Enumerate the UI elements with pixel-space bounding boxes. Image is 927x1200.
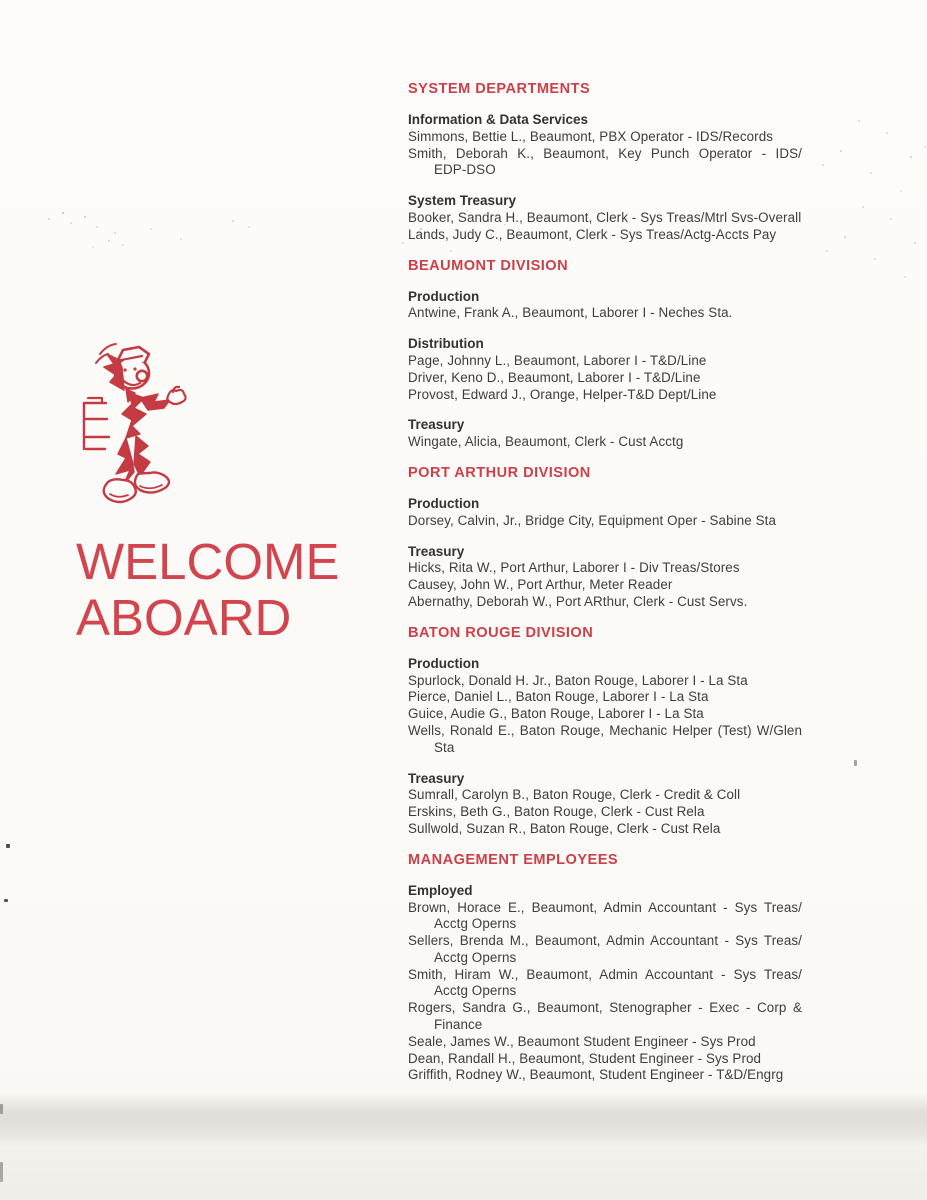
employee-entry: Brown, Horace E., Beaumont, Admin Accountant - Sys Treas/​Acctg Operns: [408, 899, 802, 932]
employee-entry: Causey, John W., Port Arthur, Meter Reader: [408, 577, 673, 593]
employee-entry: Smith, Hiram W., Beaumont, Admin Accountant - Sys Treas/​Acctg Operns: [408, 966, 802, 999]
scan-speckles-right-2: [844, 236, 846, 238]
employee-entry: Abernathy, Deborah W., Port ARthur, Clerk - Cust Servs.: [408, 593, 748, 609]
employee-entry: Page, Johnny L., Beaumont, Laborer I - T&D/Line: [408, 352, 707, 368]
employee-entry: Sullwold, Suzan R., Baton Rouge, Clerk - Cust Rela: [408, 820, 721, 836]
welcome-line-2: ABOARD: [76, 589, 292, 646]
group-label: Treasury: [408, 417, 465, 433]
group-label: Treasury: [408, 543, 465, 559]
section-heading: MANAGEMENT EMPLOYEES: [408, 851, 619, 868]
group-system-treasury: [408, 193, 802, 243]
group-treasury: [408, 544, 802, 611]
employee-entry: Erskins, Beth G., Baton Rouge, Clerk - Cust Rela: [408, 804, 705, 820]
employee-entry: Sumrall, Carolyn B., Baton Rouge, Clerk - Credit & Coll: [408, 787, 741, 803]
employee-entry: Hicks, Rita W., Port Arthur, Laborer I - Div Treas/Stores: [408, 560, 740, 576]
welcome-line-1: WELCOME: [76, 533, 340, 590]
group-label: Production: [408, 288, 480, 304]
scan-bottom-shade: [0, 1150, 927, 1200]
electric-mascot-icon: [72, 340, 196, 522]
employee-entry: Wingate, Alicia, Beaumont, Clerk - Cust Acctg: [408, 434, 684, 450]
employee-entry: Pierce, Daniel L., Baton Rouge, Laborer I - La Sta: [408, 689, 709, 705]
scan-speckles-mid: [420, 228, 422, 230]
employee-entry: Lands, Judy C., Beaumont, Clerk - Sys Treas/Actg-⁠Accts Pay: [408, 226, 777, 242]
section-heading: BATON ROUGE DIVISION: [408, 624, 594, 641]
employee-entry: Dorsey, Calvin, Jr., Bridge City, Equipment Oper - Sabine Sta: [408, 512, 777, 528]
employee-entry: Booker, Sandra H., Beaumont, Clerk - Sys Treas/Mtrl Svs-​Overall: [408, 209, 802, 225]
group-information-data-services: [408, 112, 802, 179]
group-label: Information & Data Services: [408, 112, 589, 127]
scan-speckles-left: [62, 212, 64, 214]
scan-shadow-band: [0, 1092, 927, 1152]
employee-entry: Rogers, Sandra G., Beaumont, Stenographer - Exec - Corp & Finance: [408, 1000, 802, 1033]
group-distribution: [408, 336, 802, 403]
edge-dot: [6, 844, 10, 848]
employee-entry: Provost, Edward J., Orange, Helper-T&D Dept/Line: [408, 386, 717, 402]
employee-entry: Spurlock, Donald H. Jr., Baton Rouge, Laborer I - La Sta: [408, 672, 748, 688]
group-production: [408, 656, 802, 757]
employee-entry: Seale, James W., Beaumont Student Engineer - Sys Prod: [408, 1033, 756, 1049]
employee-entry: Griffith, Rodney W., Beaumont, Student Engineer - T&D/​Engrg: [408, 1067, 784, 1083]
employee-entry: Simmons, Bettie L., Beaumont, PBX Operator - IDS/Records: [408, 128, 774, 144]
welcome-headline: [76, 534, 340, 646]
section-management-employees: [408, 851, 802, 1085]
section-heading: PORT ARTHUR DIVISION: [408, 464, 591, 481]
employee-entry: Sellers, Brenda M., Beaumont, Admin Accountant - Sys Treas/​Acctg Operns: [408, 933, 802, 965]
employee-entry: Dean, Randall H., Beaumont, Student Engineer - Sys Prod: [408, 1050, 762, 1066]
section-system-departments: [408, 80, 802, 244]
group-label: Treasury: [408, 770, 465, 786]
group-treasury: [408, 771, 802, 838]
employee-entry: Antwine, Frank A., Beaumont, Laborer I - Neches Sta.: [408, 305, 733, 321]
employee-entry: Wells, Ronald E., Baton Rouge, Mechanic Helper (Test) W/Glen Sta: [408, 722, 802, 755]
group-employed: [408, 883, 802, 1085]
section-port-arthur-division: [408, 464, 802, 611]
group-label: Production: [408, 655, 480, 671]
scan-speckles-right: [840, 150, 842, 152]
group-label: Employed: [408, 882, 473, 898]
section-heading: SYSTEM DEPARTMENTS: [408, 81, 591, 97]
employee-entry: Driver, Keno D., Beaumont, Laborer I - T&D/Line: [408, 369, 701, 385]
group-treasury: [408, 417, 802, 451]
group-label: System Treasury: [408, 193, 517, 209]
edge-dot: [4, 899, 8, 902]
group-production: [408, 496, 802, 530]
section-beaumont-division: [408, 257, 802, 451]
group-production: [408, 289, 802, 323]
group-label: Distribution: [408, 336, 484, 352]
scan-mark: [854, 760, 857, 766]
section-heading: BEAUMONT DIVISION: [408, 257, 569, 274]
group-label: Production: [408, 495, 480, 511]
roster-column: [408, 80, 802, 1084]
section-baton-rouge-division: [408, 624, 802, 838]
employee-entry: Guice, Audie G., Baton Rouge, Laborer I - La Sta: [408, 706, 704, 722]
employee-entry: Smith, Deborah K., Beaumont, Key Punch Operator - IDS/​EDP-⁠DSO: [408, 145, 802, 178]
